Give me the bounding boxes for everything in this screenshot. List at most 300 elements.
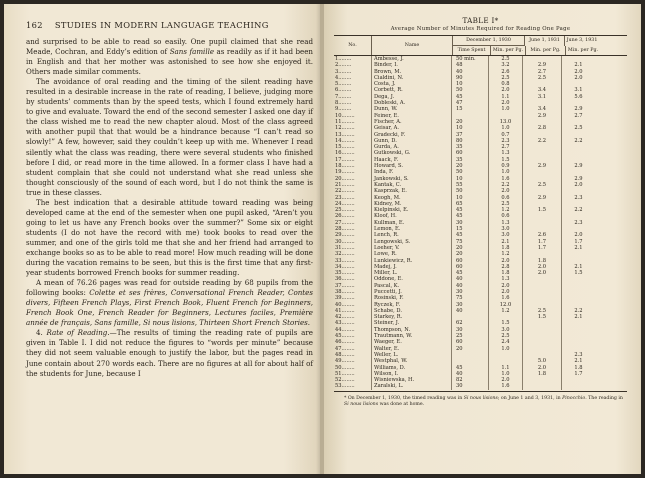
min-per-page-jun1: 2.9 (522, 195, 561, 201)
time-spent: 60 (451, 150, 488, 156)
row-number: 35........ (335, 270, 355, 277)
time-spent: 10 (451, 125, 488, 131)
row-number: 20........ (335, 175, 355, 182)
time-spent: 75 (451, 239, 488, 245)
time-spent: 45 (451, 270, 488, 276)
min-per-page-jun1 (522, 383, 561, 389)
min-per-page-jun1: 2.0 (522, 264, 561, 270)
row-number: 50........ (335, 364, 355, 371)
row-number: 25........ (335, 207, 355, 214)
min-per-page-dec: 1.8 (488, 270, 522, 276)
time-spent: 50 (451, 87, 488, 93)
min-per-page-dec: 2.6 (488, 69, 522, 75)
running-head: STUDIES IN MODERN LANGUAGE TEACHING (54, 20, 269, 30)
student-name: Trautmann, W. (371, 333, 451, 339)
min-per-page-dec: 2.5 (488, 333, 522, 339)
time-spent: 45 (451, 365, 488, 371)
min-per-page-jun3: 2.9 (561, 106, 595, 112)
row-number: 33........ (335, 257, 355, 264)
min-per-page-jun3: 2.1 (561, 314, 595, 320)
min-per-page-jun1: 2.8 (522, 125, 561, 131)
time-spent: 10 (451, 81, 488, 87)
table-header (334, 35, 627, 55)
student-name: Puccetti, J. (371, 289, 451, 295)
student-name: Lengowski, S. (371, 239, 451, 245)
row-number: 12........ (335, 125, 355, 132)
student-name: Costa, J. (371, 81, 451, 87)
min-per-page-jun3: 2.3 (561, 195, 595, 201)
min-per-page-dec: 3.0 (488, 327, 522, 333)
min-per-page-dec: 0.6 (488, 195, 522, 201)
min-per-page-jun3: 2.5 (561, 125, 595, 131)
min-per-page-jun3 (561, 383, 595, 389)
min-per-page-dec: 2.0 (488, 87, 522, 93)
student-name: Rosinski, F. (371, 295, 451, 301)
time-spent: 60 (451, 264, 488, 270)
row-number: 14........ (335, 137, 355, 144)
row-number: 42........ (335, 314, 355, 321)
min-per-page-dec: 2.0 (488, 377, 522, 383)
paragraph (26, 37, 313, 77)
min-per-page-dec: 3.0 (488, 232, 522, 238)
min-per-page-jun1: 2.6 (522, 232, 561, 238)
student-name: Madej, J. (371, 264, 451, 270)
student-name: Lunkiewicz, R. (371, 258, 451, 264)
min-per-page-jun1: 2.5 (522, 308, 561, 314)
italic-text: Si nous lisions (463, 395, 498, 401)
min-per-page-dec: 13.0 (488, 119, 522, 125)
row-number: 31........ (335, 244, 355, 251)
student-name: Ambesse, J. (371, 56, 451, 62)
row-number: 16........ (335, 150, 355, 157)
time-spent: 35 (451, 157, 488, 163)
time-spent: 50 min. (451, 56, 488, 62)
min-per-page-dec: 3.0 (488, 226, 522, 232)
row-number: 41........ (335, 307, 355, 314)
time-spent: 50 (451, 169, 488, 175)
student-name: Kielpinski, E. (371, 207, 451, 213)
italic-text: Rate of Reading. (46, 328, 110, 338)
time-spent: 40 (451, 283, 488, 289)
student-name: Geisar, A. (371, 125, 451, 131)
min-per-page-jun3: 1.7 (561, 371, 595, 377)
student-name: Waeger, E. (371, 339, 451, 345)
header-december: December 1, 1930 (452, 36, 524, 46)
min-per-page-dec: 0.7 (488, 132, 522, 138)
student-name: Miller, L. (371, 270, 451, 276)
min-per-page-jun1: 1.5 (522, 207, 561, 213)
student-name: Kloof, H. (371, 213, 451, 219)
time-spent: 30 (451, 383, 488, 389)
row-number: 47........ (335, 345, 355, 352)
row-number: 5........ (335, 81, 352, 88)
time-spent: 35 (451, 144, 488, 150)
row-number: 9........ (335, 106, 352, 113)
min-per-page-dec: 3.2 (488, 62, 522, 68)
time-spent: 45 (451, 94, 488, 100)
time-spent: 45 (451, 207, 488, 213)
min-per-page-dec: 1.0 (488, 371, 522, 377)
left-running-header (26, 20, 313, 30)
row-number: 10........ (335, 112, 355, 119)
row-number: 27........ (335, 219, 355, 226)
student-name: Zaralski, L. (371, 383, 451, 389)
time-spent: 15 (451, 106, 488, 112)
student-name: Corbett, R. (371, 87, 451, 93)
row-number: 51........ (335, 370, 355, 377)
time-spent: 30 (451, 289, 488, 295)
student-name: Dunn, W. (371, 106, 451, 112)
min-per-page-jun3: 2.7 (561, 113, 595, 119)
header-dates (452, 36, 600, 55)
italic-text: Sans famille (169, 47, 215, 57)
header-min-per-page-jun3: Min. per Pg. (565, 46, 600, 55)
paragraph (26, 328, 313, 378)
min-per-page-jun1: 1.8 (522, 258, 561, 264)
min-per-page-dec: 1.2 (488, 251, 522, 257)
min-per-page-jun1: 2.0 (522, 270, 561, 276)
row-number: 43........ (335, 320, 355, 327)
header-time-spent: Time Spent (452, 46, 490, 55)
min-per-page-jun3: 2.9 (561, 176, 595, 182)
student-name: Inda, F. (371, 169, 451, 175)
min-per-page-dec: 1.0 (488, 346, 522, 352)
row-number: 7........ (335, 93, 352, 100)
time-spent: 48 (451, 62, 488, 68)
time-spent: 40 (451, 69, 488, 75)
row-number: 44........ (335, 326, 355, 333)
row-number: 37........ (335, 282, 355, 289)
min-per-page-jun3: 2.3 (561, 220, 595, 226)
text-run: A mean of 76.26 pages was read for outside reading by 68 pupils from the following books: (26, 278, 313, 298)
time-spent: 10 (451, 176, 488, 182)
row-number: 49........ (335, 358, 355, 365)
student-name: Starkey, R. (371, 314, 451, 320)
time-spent: 45 (451, 213, 488, 219)
min-per-page-jun3: 2.1 (561, 264, 595, 270)
time-spent: 20 (451, 163, 488, 169)
student-name: Schabe, D. (371, 308, 451, 314)
paragraph (26, 198, 313, 278)
min-per-page-dec: 1.3 (488, 220, 522, 226)
reading-rate-table (334, 35, 627, 392)
min-per-page-jun3: 2.9 (561, 163, 595, 169)
left-page (4, 4, 322, 474)
student-name: Jankowski, S. (371, 176, 451, 182)
student-name: Cialdini, N. (371, 75, 451, 81)
student-name: Keogh, M. (371, 195, 451, 201)
min-per-page-jun1: 1.8 (522, 371, 561, 377)
row-number: 11........ (335, 118, 355, 125)
min-per-page-dec: 2.8 (488, 264, 522, 270)
student-name: Ryczek, F. (371, 302, 451, 308)
student-name: Oddone, E. (371, 276, 451, 282)
table-body (334, 56, 627, 390)
time-spent: 45 (451, 232, 488, 238)
min-per-page-jun3: 2.0 (561, 182, 595, 188)
student-name: Haack, F. (371, 157, 451, 163)
row-number: 40........ (335, 301, 355, 308)
min-per-page-jun1: 2.5 (522, 75, 561, 81)
min-per-page-dec: 1.5 (488, 157, 522, 163)
min-per-page-jun3: 2.2 (561, 207, 595, 213)
min-per-page-jun3: 2.3 (561, 352, 595, 358)
time-spent: 80 (451, 138, 488, 144)
time-spent: 20 (451, 251, 488, 257)
student-name: Walter, E. (371, 346, 451, 352)
student-name: Fischer, A. (371, 119, 451, 125)
min-per-page-dec: 1.0 (488, 106, 522, 112)
min-per-page-dec: 1.1 (488, 94, 522, 100)
min-per-page-dec: 2.7 (488, 144, 522, 150)
student-name: Howard, S. (371, 163, 451, 169)
min-per-page-dec: 0.8 (488, 81, 522, 87)
min-per-page-jun1: 2.5 (522, 182, 561, 188)
row-number: 29........ (335, 232, 355, 239)
row-number: 3........ (335, 68, 352, 75)
min-per-page-dec: 2.0 (488, 100, 522, 106)
page-number: 162 (26, 20, 43, 30)
min-per-page-jun3: 2.2 (561, 308, 595, 314)
row-number: 39........ (335, 295, 355, 302)
row-number: 45........ (335, 333, 355, 340)
min-per-page-dec: 1.2 (488, 207, 522, 213)
row-number: 2........ (335, 62, 352, 69)
table-footnote (334, 396, 627, 408)
time-spent: 10 (451, 195, 488, 201)
time-spent: 62 (451, 320, 488, 326)
student-name: Loeher, V. (371, 245, 451, 251)
table-title: TABLE I* (462, 16, 499, 25)
paragraph (26, 278, 313, 328)
min-per-page-dec: 2.4 (488, 339, 522, 345)
row-number: 15........ (335, 144, 355, 151)
row-number: 22........ (335, 188, 355, 195)
student-name: Kantak, C. (371, 182, 451, 188)
student-name: Dega, J. (371, 94, 451, 100)
student-name: Steiner, J. (371, 320, 451, 326)
min-per-page-dec: 1.1 (488, 365, 522, 371)
body-text (26, 37, 313, 379)
min-per-page-dec: 1.6 (488, 176, 522, 182)
time-spent: 40 (451, 371, 488, 377)
row-number: 8........ (335, 100, 352, 107)
min-per-page-jun3: 1.8 (561, 365, 595, 371)
time-spent: 50 (451, 188, 488, 194)
min-per-page-jun3: 2.2 (561, 138, 595, 144)
min-per-page-dec: 1.8 (488, 245, 522, 251)
min-per-page-jun3: 2.1 (561, 358, 595, 364)
student-name: Thompson, N. (371, 327, 451, 333)
row-number: 6........ (335, 87, 352, 94)
italic-text: Si nous lisions (344, 401, 379, 407)
min-per-page-dec: 2.0 (488, 283, 522, 289)
row-number: 1........ (335, 56, 352, 62)
time-spent: 60 (451, 339, 488, 345)
text-run: and surprised to be able to read so easily. One pupil claimed that she read Meade, Cochran, and Eddy’s edition of (26, 37, 313, 57)
time-spent: 37 (451, 132, 488, 138)
min-per-page-dec: 2.2 (488, 182, 522, 188)
time-spent: 55 (451, 182, 488, 188)
header-name: Name (371, 36, 452, 55)
time-spent: 20 (451, 346, 488, 352)
min-per-page-dec: 12.0 (488, 302, 522, 308)
text-run: . The reading in (585, 395, 623, 401)
student-name: Westphal, W. (371, 358, 451, 364)
min-per-page-dec: 2.0 (488, 188, 522, 194)
min-per-page-jun3: 1.7 (561, 239, 595, 245)
student-name: Dobleski, A. (371, 100, 451, 106)
text-run: ; on June 1 and 3, 1931, in (497, 395, 563, 401)
time-spent: 40 (451, 276, 488, 282)
student-name: Williams, D. (371, 365, 451, 371)
row-number: 32........ (335, 251, 355, 258)
min-per-page-dec: 2.5 (488, 56, 522, 62)
time-spent: 25 (451, 333, 488, 339)
min-per-page-dec: 1.5 (488, 320, 522, 326)
time-spent: 60 (451, 258, 488, 264)
header-june-1: June 1, 1931 (524, 36, 564, 46)
row-number: 21........ (335, 181, 355, 188)
row-number: 18........ (335, 163, 355, 170)
row-number: 17........ (335, 156, 355, 163)
table-row (334, 383, 627, 389)
time-spent: 30 (451, 220, 488, 226)
time-spent: 65 (451, 201, 488, 207)
row-number: 26........ (335, 213, 355, 220)
student-name: Gradecki, F. (371, 132, 451, 138)
row-number: 48........ (335, 351, 355, 358)
time-spent: 90 (451, 75, 488, 81)
student-name: Gunn, D. (371, 138, 451, 144)
student-name: Brown, M. (371, 69, 451, 75)
min-per-page-jun1: 5.0 (522, 358, 561, 364)
row-number: 36........ (335, 276, 355, 283)
min-per-page-jun1: 1.5 (522, 314, 561, 320)
row-number: 13........ (335, 131, 355, 138)
time-spent: 20 (451, 119, 488, 125)
min-per-page-jun3: 2.0 (561, 75, 595, 81)
row-number: 24........ (335, 200, 355, 207)
book-spread (4, 4, 641, 474)
time-spent: 15 (451, 226, 488, 232)
student-name: Kidney, M. (371, 201, 451, 207)
min-per-page-jun1: 2.2 (522, 138, 561, 144)
min-per-page-dec: 1.0 (488, 169, 522, 175)
italic-text: Pinocchio (562, 395, 586, 401)
time-spent: 30 (451, 302, 488, 308)
row-number: 46........ (335, 339, 355, 346)
min-per-page-jun1: 1.7 (522, 239, 561, 245)
student-name: Lemon, E. (371, 226, 451, 232)
min-per-page-jun3: 3.1 (561, 87, 595, 93)
row-number: 53........ (335, 383, 355, 390)
min-per-page-dec: 1.3 (488, 276, 522, 282)
right-page (322, 4, 641, 474)
student-name: Pascal, K. (371, 283, 451, 289)
min-per-page-dec: 1.2 (488, 308, 522, 314)
row-number: 4........ (335, 74, 352, 81)
italic-text: Colette et ses frères, Conversational French Reader, Contes divers, Fifteen French Plays, First French Book, Fluent French for Beginners, French Book One, French Reader for Beginners, Lectures faciles, Première année de français, Sans famille, Si nous lisions, Thirteen Short French Stories. (26, 288, 313, 328)
text-run: * On December 1, 1930, the timed reading was in (344, 395, 464, 401)
min-per-page-jun3: 2.1 (561, 245, 595, 251)
student-name: Gutkowski, G. (371, 150, 451, 156)
min-per-page-jun1: 2.0 (522, 365, 561, 371)
row-number: 52........ (335, 377, 355, 384)
text-run: as readily as if it had been in English and that her mother was astonished to see how she enjoyed it. Others made similar comments. (26, 47, 313, 77)
min-per-page-dec: 1.6 (488, 383, 522, 389)
time-spent: 47 (451, 100, 488, 106)
row-number: 19........ (335, 169, 355, 176)
header-min-per-page-jun1: Min. per Pg. (525, 46, 565, 55)
min-per-page-dec: 0.6 (488, 213, 522, 219)
min-per-page-jun1: 1.7 (522, 245, 561, 251)
header-june-3: June 3, 1931 (564, 36, 599, 46)
min-per-page-dec: 2.0 (488, 258, 522, 264)
min-per-page-jun1: 2.9 (522, 62, 561, 68)
min-per-page-jun1: 3.1 (522, 94, 561, 100)
min-per-page-dec: 1.3 (488, 150, 522, 156)
min-per-page-jun1: 3.4 (522, 87, 561, 93)
student-name: Wisniewska, H. (371, 377, 451, 383)
row-number: 28........ (335, 226, 355, 233)
min-per-page-jun3: 2.0 (561, 232, 595, 238)
header-min-per-page-dec: Min. per Pg. (490, 46, 525, 55)
text-run: The avoidance of oral reading and the timing of the silent reading have resulted in a desirable increase in the rate of reading, I believe, judging more by students’ comments than by the speed tests, which I found extremely hard to give and evaluate. Toward the end of the second semester I asked one day if the class wished me to read the new chapter aloud. Most of the class agreed with another pupil that that would be a hindrance because “I can’t read so slowly!” A few, however, said they couldn’t keep up with me. Whenever I read silently what the class was reading, there were several students who finished before I did, or read more in the time allowed. In a former class I have had a student complain that she could not understand what she read unless she thought consciously of the sound of each word, but I do not think the same is true in these classes. (26, 77, 313, 197)
book-gutter (320, 4, 324, 474)
text-run: was done at home. (378, 401, 425, 407)
min-per-page-jun3: 1.5 (561, 270, 595, 276)
student-name: Weller, L. (371, 352, 451, 358)
time-spent: 30 (451, 327, 488, 333)
min-per-page-dec: 1.6 (488, 295, 522, 301)
time-spent: 82 (451, 377, 488, 383)
text-run: —The results of timing the reading rate of pupils are given in Table I. I did not reduce the figures to “words per minute” because they did not seem valuable enough to justify the labor, but the pages read in June contain about 270 words each. There are no figures at all for about half of the students for June, because I (26, 328, 313, 378)
min-per-page-jun1: 2.7 (522, 69, 561, 75)
student-name: Gurda, A. (371, 144, 451, 150)
min-per-page-dec: 2.5 (488, 201, 522, 207)
text-run: The best indication that a desirable attitude toward reading was being developed came at the end of the semester when one pupil asked, “Aren’t you going to let us have any French books over the summer?” Some six or eight students (I do not have the record with me) took books to read over the summer, and one of the girls told me that she and her friend had arranged to exchange books so as to be able to read more! How much reading will be done during the vacation remains to be seen, but this is the first time that any first-year students borrowed French books for summer reading. (26, 197, 313, 278)
table-subtitle: Average Number of Minutes Required for Reading One Page (390, 26, 571, 32)
min-per-page-jun1: 3.4 (522, 106, 561, 112)
min-per-page-dec: 1.0 (488, 125, 522, 131)
student-name: Kasprzak, E. (371, 188, 451, 194)
row-number: 23........ (335, 194, 355, 201)
student-name: Kullman, E. (371, 220, 451, 226)
min-per-page-dec: 2.0 (488, 289, 522, 295)
row-number: 38........ (335, 288, 355, 295)
text-run: 4. (36, 328, 47, 338)
row-number: 30........ (335, 238, 355, 245)
student-name: Wilson, I. (371, 371, 451, 377)
min-per-page-dec: 2.1 (488, 239, 522, 245)
student-name: Lench, R. (371, 232, 451, 238)
header-no: No. (348, 43, 357, 48)
min-per-page-jun1: 2.9 (522, 163, 561, 169)
min-per-page-jun3: 2.0 (561, 69, 595, 75)
min-per-page-dec: 2.3 (488, 138, 522, 144)
min-per-page-jun3: 5.6 (561, 94, 595, 100)
student-name: Feiner, E. (371, 113, 451, 119)
time-spent: 40 (451, 308, 488, 314)
student-name: Lowe, R. (371, 251, 451, 257)
row-number: 34........ (335, 263, 355, 270)
student-name: Binder, I. (371, 62, 451, 68)
min-per-page-dec: 0.9 (488, 163, 522, 169)
min-per-page-jun3: 2.1 (561, 62, 595, 68)
time-spent: 20 (451, 245, 488, 251)
time-spent: 75 (451, 295, 488, 301)
